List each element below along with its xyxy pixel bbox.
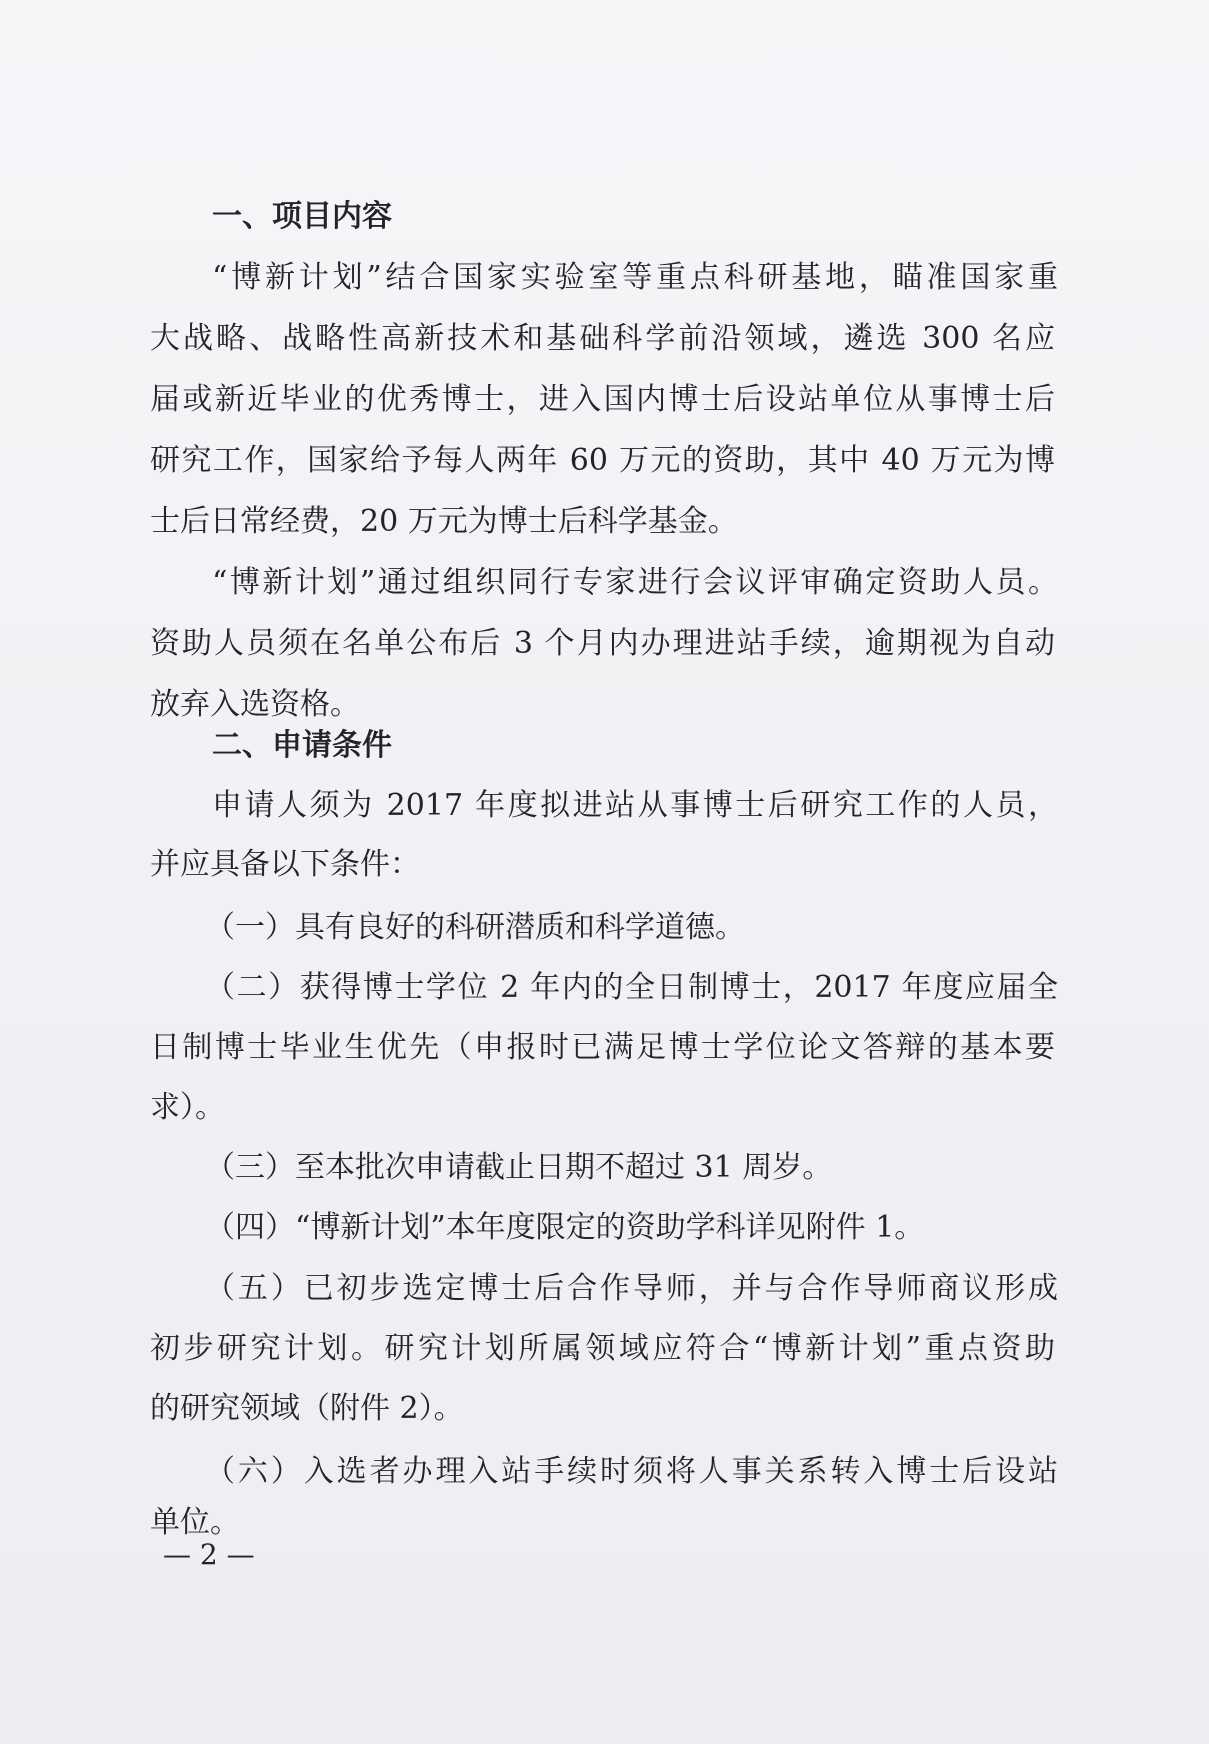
section1-para1-line3: 届或新近毕业的优秀博士，进入国内博士后设站单位从事博士后 — [150, 382, 1055, 417]
section2-item5-line3: 的研究领域（附件 2）。 — [150, 1391, 464, 1426]
section1-para2-line2: 资助人员须在名单公布后 3 个月内办理进站手续，逾期视为自动 — [150, 626, 1055, 661]
section1-para2-line1: “博新计划”通过组织同行专家进行会议评审确定资助人员。 — [212, 565, 1058, 600]
section2-item1: （一）具有良好的科研潜质和科学道德。 — [205, 910, 745, 945]
section2-item6-line1: （六）入选者办理入站手续时须将人事关系转入博士后设站 — [205, 1454, 1058, 1489]
section1-para1-line5: 士后日常经费，20 万元为博士后科学基金。 — [150, 504, 738, 539]
section1-para1-line1: “博新计划”结合国家实验室等重点科研基地，瞄准国家重 — [212, 260, 1058, 295]
section1-heading: 一、项目内容 — [212, 199, 392, 234]
section2-item2-line1: （二）获得博士学位 2 年内的全日制博士，2017 年度应届全 — [205, 970, 1058, 1005]
section2-item2-line3: 求）。 — [150, 1090, 225, 1125]
section1-para2-line3: 放弃入选资格。 — [150, 687, 360, 722]
section2-item3: （三）至本批次申请截止日期不超过 31 周岁。 — [205, 1150, 833, 1185]
section2-item5-line2: 初步研究计划。研究计划所属领域应符合“博新计划”重点资助 — [150, 1331, 1055, 1366]
section2-intro-line1: 申请人须为 2017 年度拟进站从事博士后研究工作的人员， — [212, 788, 1058, 823]
section1-para1-line2: 大战略、战略性高新技术和基础科学前沿领域，遴选 300 名应 — [150, 321, 1055, 356]
section2-item4: （四）“博新计划”本年度限定的资助学科详见附件 1。 — [205, 1210, 925, 1245]
section2-item6-line2: 单位。 — [150, 1505, 240, 1540]
section2-heading: 二、申请条件 — [212, 728, 392, 763]
section2-intro-line2: 并应具备以下条件： — [150, 847, 420, 882]
section1-para1-line4: 研究工作，国家给予每人两年 60 万元的资助，其中 40 万元为博 — [150, 443, 1055, 478]
section2-item2-line2: 日制博士毕业生优先（申报时已满足博士学位论文答辩的基本要 — [150, 1030, 1055, 1065]
section2-item5-line1: （五）已初步选定博士后合作导师，并与合作导师商议形成 — [205, 1271, 1058, 1306]
page-number: — 2 — — [163, 1538, 255, 1571]
